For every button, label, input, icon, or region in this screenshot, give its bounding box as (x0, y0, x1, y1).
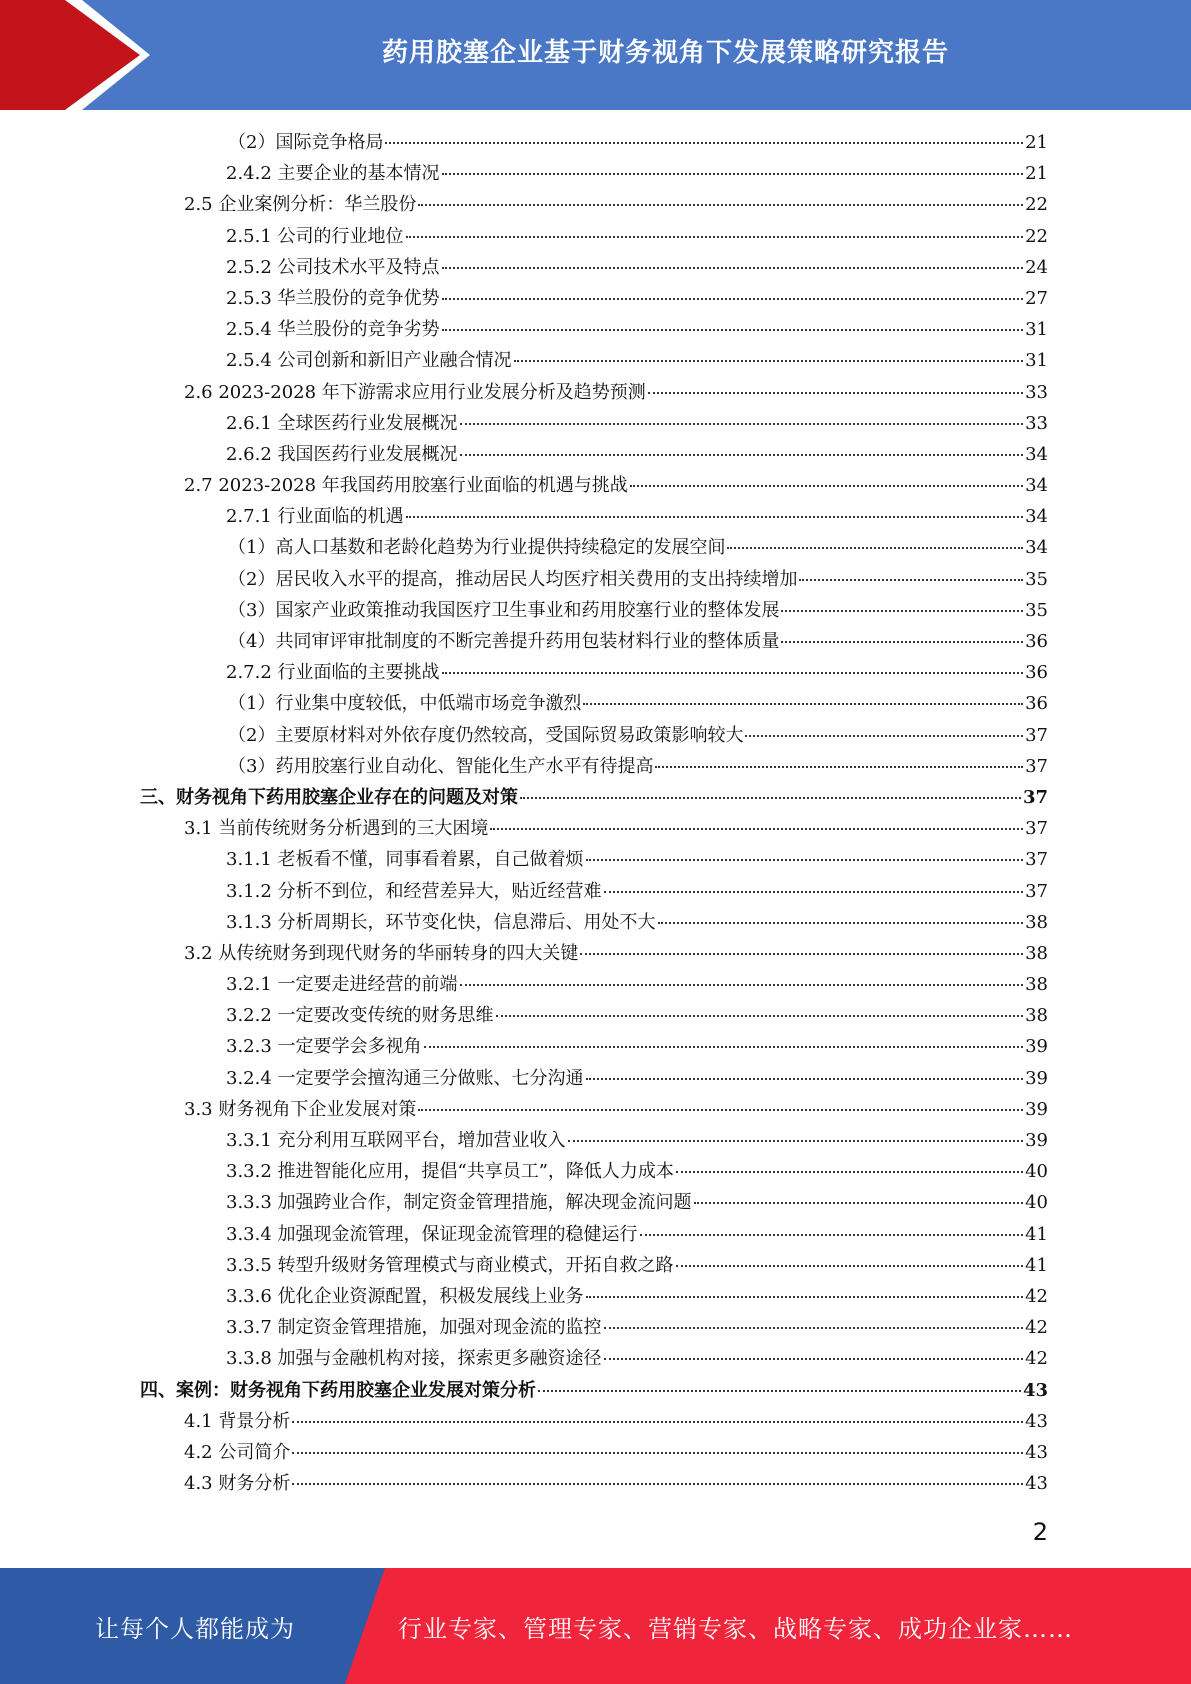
toc-leader-dots (520, 797, 1021, 799)
toc-leader-dots (781, 610, 1023, 612)
toc-leader-dots (658, 922, 1024, 924)
toc-entry-page: 22 (1025, 225, 1048, 247)
toc-leader-dots (586, 1078, 1024, 1080)
toc-leader-dots (460, 454, 1024, 456)
toc-entry[interactable] (140, 938, 1048, 969)
footer-slogan-right: 行业专家、管理专家、营销专家、战略专家、成功企业家…… (398, 1614, 1073, 1643)
toc-entry-title: 3.3.2 推进智能化应用，提倡“共享员工”，降低人力成本 (226, 1161, 674, 1183)
toc-entry-title: （1）高人口基数和老龄化趋势为行业提供持续稳定的发展空间 (228, 537, 726, 559)
toc-entry-page: 24 (1025, 256, 1048, 278)
toc-entry[interactable] (140, 751, 1048, 782)
toc-entry-title: 3.2.4 一定要学会擅沟通三分做账、七分沟通 (226, 1067, 584, 1089)
toc-entry[interactable] (140, 283, 1048, 314)
toc-leader-dots (583, 703, 1023, 705)
toc-entry-title: 2.7 2023-2028 年我国药用胶塞行业面临的机遇与挑战 (184, 475, 628, 497)
toc-entry[interactable] (140, 252, 1048, 283)
toc-entry[interactable] (140, 688, 1048, 719)
toc-entry[interactable] (140, 1031, 1048, 1062)
toc-entry-title: 3.2.2 一定要改变传统的财务思维 (226, 1005, 494, 1027)
toc-entry-page: 38 (1025, 911, 1048, 933)
toc-leader-dots (418, 1109, 1023, 1111)
toc-entry-title: 3.2.1 一定要走进经营的前端 (226, 974, 458, 996)
toc-entry[interactable] (140, 1375, 1048, 1406)
toc-entry-page: 36 (1025, 631, 1048, 652)
toc-entry-title: 3.1.2 分析不到位，和经营差异大，贴近经营难 (226, 880, 602, 902)
toc-entry[interactable] (140, 626, 1048, 657)
toc-leader-dots (442, 672, 1024, 674)
toc-entry-page: 21 (1025, 132, 1048, 153)
toc-entry-page: 34 (1025, 537, 1048, 559)
toc-entry-title: 3.3.7 制定资金管理措施，加强对现金流的监控 (226, 1317, 602, 1339)
toc-leader-dots (514, 360, 1024, 362)
toc-entry-page: 37 (1022, 786, 1048, 808)
toc-leader-dots (694, 1202, 1024, 1204)
toc-entry-page: 22 (1025, 194, 1048, 216)
toc-leader-dots (538, 1390, 1021, 1392)
toc-entry-page: 33 (1025, 412, 1048, 434)
toc-entry-title: 3.3.8 加强与金融机构对接，探索更多融资途径 (226, 1348, 602, 1370)
toc-entry-title: 3.3.3 加强跨业合作，制定资金管理措施，解决现金流问题 (226, 1192, 692, 1214)
toc-entry-title: 2.5.3 华兰股份的竞争优势 (226, 287, 440, 309)
toc-entry[interactable] (140, 595, 1048, 626)
toc-entry-title: 3.3 财务视角下企业发展对策 (184, 1098, 417, 1120)
toc-entry-title: 2.5.4 华兰股份的竞争劣势 (226, 319, 440, 341)
toc-entry[interactable] (140, 969, 1048, 1000)
toc-entry[interactable] (140, 1125, 1048, 1156)
footer-slogan-left: 让每个人都能成为 (95, 1614, 295, 1643)
toc-leader-dots (799, 579, 1023, 581)
toc-leader-dots (640, 1234, 1024, 1236)
toc-entry-title: 3.1.1 老板看不懂，同事看着累，自己做着烦 (226, 849, 584, 871)
toc-entry-page: 31 (1025, 350, 1048, 372)
toc-leader-dots (676, 1265, 1024, 1267)
toc-entry[interactable] (140, 564, 1048, 595)
toc-entry[interactable] (140, 1156, 1048, 1187)
toc-entry-title: 3.2.3 一定要学会多视角 (226, 1036, 422, 1058)
table-of-contents (140, 127, 1048, 1499)
toc-entry-title: 2.5.4 公司创新和新旧产业融合情况 (226, 350, 512, 372)
toc-leader-dots (460, 984, 1024, 986)
toc-entry-title: 4.1 背景分析 (184, 1410, 291, 1432)
toc-leader-dots (385, 142, 1023, 144)
toc-entry-title: （3）国家产业政策推动我国医疗卫生事业和药用胶塞行业的整体发展 (228, 599, 780, 621)
toc-entry[interactable] (140, 782, 1048, 813)
toc-leader-dots (745, 735, 1023, 737)
toc-entry[interactable] (140, 470, 1048, 501)
footer-band (0, 1568, 1191, 1684)
toc-entry-title: 2.6.2 我国医药行业发展概况 (226, 443, 458, 465)
toc-leader-dots (406, 236, 1024, 238)
toc-leader-dots (442, 298, 1024, 300)
toc-entry-page: 42 (1025, 1317, 1048, 1339)
toc-entry[interactable] (140, 1406, 1048, 1437)
toc-leader-dots (442, 173, 1024, 175)
toc-leader-dots (580, 953, 1023, 955)
toc-entry-page: 39 (1025, 1067, 1048, 1089)
toc-entry-title: 2.7.1 行业面临的机遇 (226, 506, 404, 528)
toc-entry-page: 35 (1025, 568, 1048, 590)
toc-leader-dots (424, 1046, 1024, 1048)
toc-entry[interactable] (140, 1094, 1048, 1125)
toc-leader-dots (496, 1015, 1024, 1017)
toc-entry-title: 4.3 财务分析 (184, 1473, 291, 1495)
toc-entry-title: 4.2 公司简介 (184, 1441, 291, 1463)
toc-entry-page: 39 (1025, 1036, 1048, 1058)
toc-leader-dots (292, 1483, 1023, 1485)
toc-entry-page: 37 (1025, 818, 1048, 840)
toc-leader-dots (586, 859, 1024, 861)
toc-entry-title: 3.3.6 优化企业资源配置，积极发展线上业务 (226, 1285, 584, 1307)
toc-entry[interactable] (140, 844, 1048, 875)
toc-entry-page: 43 (1025, 1441, 1048, 1463)
toc-entry-title: 2.4.2 主要企业的基本情况 (226, 163, 440, 185)
toc-entry-title: 四、案例：财务视角下药用胶塞企业发展对策分析 (140, 1379, 536, 1401)
toc-entry[interactable] (140, 377, 1048, 408)
toc-entry-page: 33 (1025, 381, 1048, 403)
toc-leader-dots (676, 1171, 1023, 1173)
toc-entry-title: （2）居民收入水平的提高，推动居民人均医疗相关费用的支出持续增加 (228, 568, 798, 590)
toc-entry-title: （3）药用胶塞行业自动化、智能化生产水平有待提高 (228, 755, 654, 777)
toc-entry-page: 31 (1025, 319, 1048, 341)
toc-entry-title: 三、财务视角下药用胶塞企业存在的问题及对策 (140, 786, 518, 808)
toc-leader-dots (568, 1140, 1024, 1142)
toc-entry-page: 38 (1025, 942, 1048, 964)
toc-leader-dots (292, 1452, 1023, 1454)
toc-entry-page: 43 (1025, 1410, 1048, 1432)
toc-leader-dots (442, 267, 1024, 269)
header-band (0, 0, 1191, 110)
toc-entry[interactable] (140, 532, 1048, 563)
toc-entry-title: （4）共同审评审批制度的不断完善提升药用包装材料行业的整体质量 (228, 631, 780, 652)
toc-entry-title: （1）行业集中度较低，中低端市场竞争激烈 (228, 693, 582, 715)
toc-leader-dots (418, 204, 1023, 206)
toc-entry-title: 3.3.1 充分利用互联网平台，增加营业收入 (226, 1130, 566, 1151)
toc-entry[interactable] (140, 501, 1048, 532)
toc-entry-page: 34 (1025, 506, 1048, 528)
toc-entry-title: （2）国际竞争格局 (228, 132, 384, 153)
toc-entry[interactable] (140, 1437, 1048, 1468)
toc-leader-dots (604, 1327, 1024, 1329)
toc-entry-page: 34 (1025, 443, 1048, 465)
toc-entry-page: 37 (1025, 755, 1048, 777)
toc-entry-page: 36 (1025, 693, 1048, 715)
toc-entry-page: 39 (1025, 1130, 1048, 1151)
toc-leader-dots (604, 891, 1024, 893)
toc-entry[interactable] (140, 1187, 1048, 1218)
toc-entry-page: 35 (1025, 599, 1048, 621)
toc-entry-page: 21 (1025, 163, 1048, 185)
toc-leader-dots (655, 766, 1023, 768)
toc-entry[interactable] (140, 221, 1048, 252)
toc-entry-page: 34 (1025, 475, 1048, 497)
toc-entry-title: （2）主要原材料对外依存度仍然较高，受国际贸易政策影响较大 (228, 724, 744, 746)
toc-leader-dots (586, 1296, 1024, 1298)
toc-leader-dots (630, 485, 1023, 487)
toc-entry[interactable] (140, 1000, 1048, 1031)
toc-entry-title: 3.1 当前传统财务分析遇到的三大困境 (184, 818, 489, 840)
toc-leader-dots (406, 516, 1024, 518)
toc-entry-title: 2.6.1 全球医药行业发展概况 (226, 412, 458, 434)
toc-leader-dots (490, 828, 1023, 830)
toc-entry-page: 41 (1025, 1223, 1048, 1245)
toc-entry-page: 40 (1025, 1161, 1048, 1183)
toc-entry[interactable] (140, 1219, 1048, 1250)
toc-entry[interactable] (140, 127, 1048, 158)
toc-entry-title: 2.5 企业案例分析：华兰股份 (184, 194, 417, 216)
toc-entry-title: 3.3.5 转型升级财务管理模式与商业模式，开拓自救之路 (226, 1254, 674, 1276)
toc-entry[interactable] (140, 439, 1048, 470)
toc-entry-page: 40 (1025, 1192, 1048, 1214)
toc-entry[interactable] (140, 720, 1048, 751)
toc-entry[interactable] (140, 314, 1048, 345)
toc-leader-dots (781, 641, 1023, 643)
toc-entry-title: 3.1.3 分析周期长，环节变化快，信息滞后、用处不大 (226, 911, 656, 933)
toc-entry-page: 36 (1025, 662, 1048, 684)
toc-leader-dots (648, 392, 1023, 394)
toc-leader-dots (292, 1421, 1023, 1423)
toc-entry-title: 2.5.1 公司的行业地位 (226, 225, 404, 247)
toc-entry-title: 3.2 从传统财务到现代财务的华丽转身的四大关键 (184, 942, 579, 964)
toc-entry[interactable] (140, 1343, 1048, 1374)
toc-entry-title: 2.6 2023-2028 年下游需求应用行业发展分析及趋势预测 (184, 381, 646, 403)
toc-entry-page: 38 (1025, 974, 1048, 996)
toc-entry-page: 39 (1025, 1098, 1048, 1120)
toc-entry-page: 42 (1025, 1348, 1048, 1370)
toc-entry[interactable] (140, 1281, 1048, 1312)
toc-entry-page: 38 (1025, 1005, 1048, 1027)
toc-leader-dots (604, 1358, 1024, 1360)
toc-entry-title: 2.7.2 行业面临的主要挑战 (226, 662, 440, 684)
toc-entry-page: 42 (1025, 1285, 1048, 1307)
toc-entry-page: 27 (1025, 287, 1048, 309)
toc-entry-page: 37 (1025, 880, 1048, 902)
toc-leader-dots (460, 423, 1024, 425)
toc-entry[interactable] (140, 907, 1048, 938)
toc-entry-page: 43 (1022, 1379, 1048, 1401)
toc-leader-dots (727, 547, 1023, 549)
toc-entry-page: 41 (1025, 1254, 1048, 1276)
toc-entry[interactable] (140, 876, 1048, 907)
toc-entry[interactable] (140, 345, 1048, 376)
toc-entry-page: 43 (1025, 1473, 1048, 1495)
toc-entry[interactable] (140, 813, 1048, 844)
page-number: 2 (1032, 1518, 1048, 1546)
header-arrow-icon (0, 0, 150, 110)
toc-entry-page: 37 (1025, 849, 1048, 871)
toc-leader-dots (442, 329, 1024, 331)
toc-entry[interactable] (140, 1063, 1048, 1094)
toc-entry-title: 2.5.2 公司技术水平及特点 (226, 256, 440, 278)
toc-entry[interactable] (140, 657, 1048, 688)
toc-entry[interactable] (140, 189, 1048, 220)
toc-entry[interactable] (140, 158, 1048, 189)
toc-entry[interactable] (140, 1468, 1048, 1499)
toc-entry[interactable] (140, 1312, 1048, 1343)
toc-entry-title: 3.3.4 加强现金流管理，保证现金流管理的稳健运行 (226, 1223, 638, 1245)
toc-entry[interactable] (140, 1250, 1048, 1281)
toc-entry[interactable] (140, 408, 1048, 439)
toc-entry-page: 37 (1025, 724, 1048, 746)
report-title: 药用胶塞企业基于财务视角下发展策略研究报告 (381, 37, 949, 68)
